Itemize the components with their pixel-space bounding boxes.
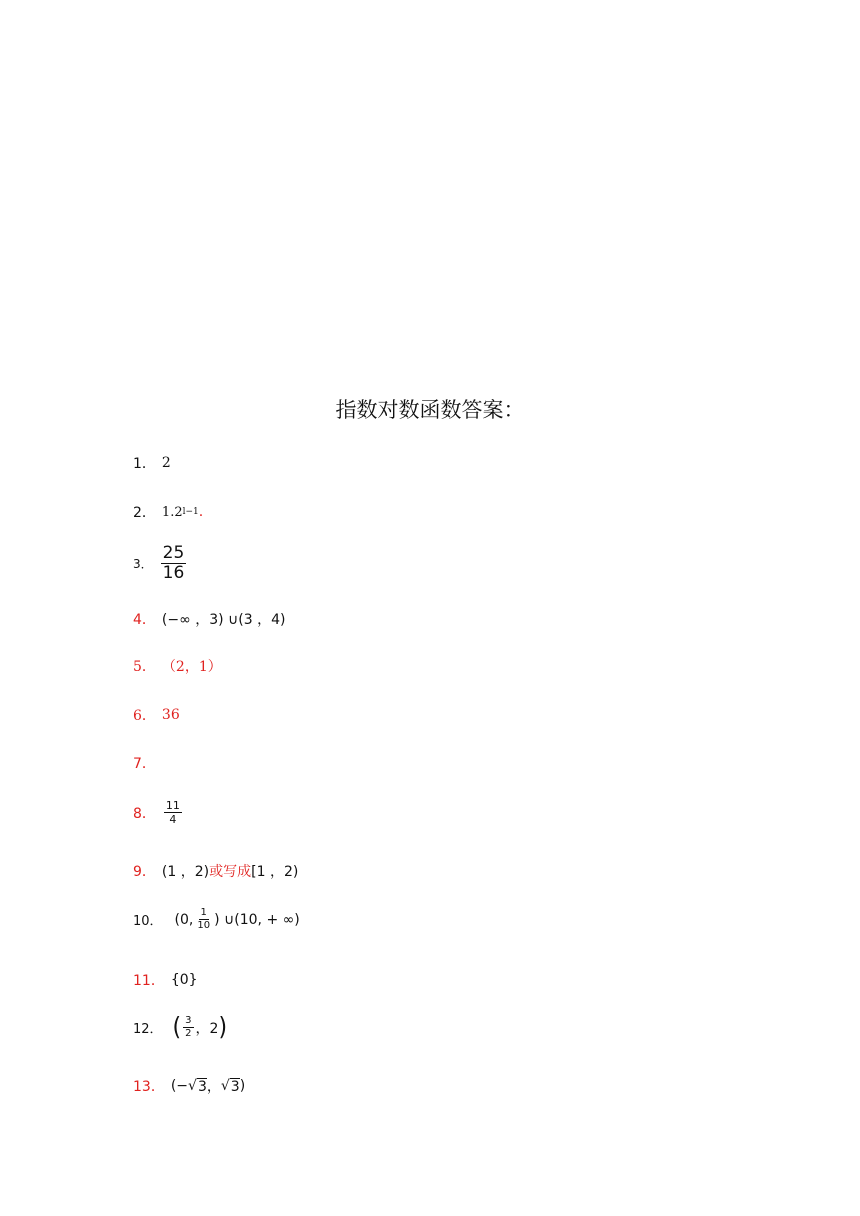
answer-suffix: ) [239, 1078, 246, 1094]
answer-suffix: ，2 [195, 1020, 219, 1037]
answer-suffix: ) ∪(10, + ∞) [214, 911, 300, 928]
fraction-numerator: 11 [165, 799, 180, 812]
answer-fraction [161, 545, 187, 582]
sqrt-symbol: √ [220, 1078, 230, 1094]
answer-13 [133, 1076, 245, 1096]
answer-fraction [164, 800, 182, 825]
answer-prefix: (− [170, 1078, 189, 1094]
answer-2 [133, 502, 203, 522]
answer-5 [133, 656, 222, 676]
page-title: 指数对数函数答案： [335, 398, 525, 422]
answer-number: 13． [133, 1079, 165, 1095]
answer-part-a: (1 ，2) [161, 864, 210, 880]
answer-number: 8． [133, 805, 156, 822]
answer-4 [133, 609, 285, 629]
answer-fraction [195, 908, 212, 931]
answer-8 [133, 800, 184, 825]
answer-12 [133, 1012, 228, 1042]
answer-number: 5． [133, 659, 156, 675]
open-paren: ( [172, 1012, 182, 1042]
answer-base: 1.2 [161, 504, 183, 520]
answer-number: 12． [133, 1022, 163, 1037]
answer-text: 2 [161, 455, 171, 471]
answer-prefix: (0, [174, 911, 194, 928]
answer-number: 7． [133, 756, 156, 772]
answer-number: 3． [133, 557, 153, 571]
answer-part-c: [1 ，2) [251, 864, 299, 880]
answer-number: 1． [133, 456, 156, 472]
fraction-denominator: 4 [169, 813, 177, 826]
fraction-numerator: 3 [185, 1015, 192, 1026]
answer-10 [133, 908, 300, 931]
answer-number: 10． [133, 914, 163, 929]
fraction-numerator: 25 [162, 543, 185, 563]
answer-text: {0} [170, 972, 198, 988]
fraction-denominator: 2 [185, 1028, 192, 1039]
close-paren: ) [218, 1012, 228, 1042]
answer-9 [133, 861, 298, 881]
answer-7 [133, 753, 162, 773]
answer-text: (−∞ ，3) ∪(3 ，4) [161, 612, 286, 628]
answer-11 [133, 970, 198, 990]
answer-number: 11． [133, 973, 165, 989]
fraction-denominator: 10 [197, 920, 211, 931]
fraction-denominator: 16 [162, 563, 185, 583]
answer-3 [133, 545, 188, 582]
answer-fraction [183, 1016, 193, 1039]
sqrt-radicand: 3 [197, 1078, 207, 1095]
answer-number: 9． [133, 864, 156, 880]
sqrt-radicand: 3 [230, 1078, 240, 1095]
answer-exponent: l−1 [182, 507, 199, 517]
answer-period: . [198, 504, 204, 520]
answer-1 [133, 453, 171, 473]
answer-text: 36 [161, 707, 180, 723]
sqrt-symbol: √ [188, 1078, 197, 1094]
answer-text: （2，1） [161, 659, 222, 675]
fraction-numerator: 1 [200, 907, 207, 918]
answer-number: 2． [133, 505, 156, 521]
answer-part-b: 或写成 [209, 864, 252, 880]
answer-separator: ， [206, 1079, 221, 1095]
answer-number: 6． [133, 708, 156, 724]
answer-6 [133, 705, 180, 725]
answer-number: 4． [133, 612, 156, 628]
